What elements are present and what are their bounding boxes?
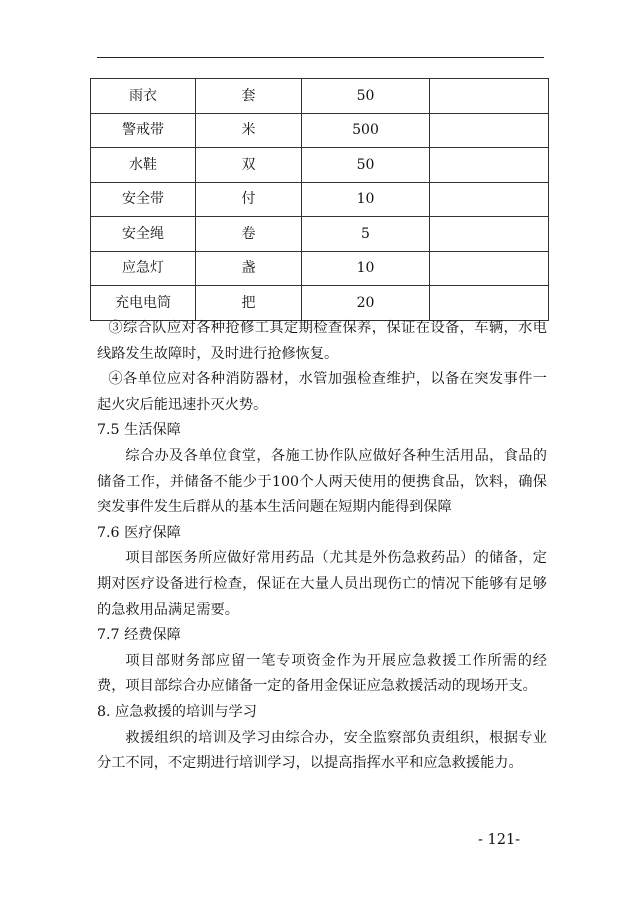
paragraph-7-7: 项目部财务部应留一笔专项资金作为开展应急救援工作所需的经费，项目部综合办应储备一定的备用金保证应急救援活动的现场开支。 [97, 652, 547, 695]
unit-cell: 付 [196, 182, 302, 217]
item-cell: 安全带 [91, 182, 196, 217]
unit-cell: 盏 [196, 251, 302, 286]
item-cell: 警戒带 [91, 113, 196, 148]
table-row [91, 79, 549, 114]
item-cell: 雨衣 [91, 79, 196, 114]
document-body [97, 316, 547, 777]
item-cell: 应急灯 [91, 251, 196, 286]
unit-cell: 卷 [196, 217, 302, 252]
table-row [91, 113, 549, 148]
section-heading-7-6: 7.6 医疗保障 [97, 524, 181, 541]
section-heading-8: 8. 应急救援的培训与学习 [97, 703, 257, 720]
unit-cell: 米 [196, 113, 302, 148]
paragraph-7-6: 项目部医务所应做好常用药品（尤其是外伤急救药品）的储备，定期对医疗设备进行检查，保证在大量人员出现伤亡的情况下能够有足够的急救用品满足需要。 [97, 550, 547, 618]
note-cell [430, 251, 549, 286]
qty-cell: 500 [302, 113, 430, 148]
table-row [91, 182, 549, 217]
table-row [91, 217, 549, 252]
qty-cell: 10 [302, 182, 430, 217]
qty-cell: 5 [302, 217, 430, 252]
table-row [91, 251, 549, 286]
note-cell [430, 148, 549, 183]
paragraph-8: 救援组织的培训及学习由综合办，安全监察部负责组织，根据专业分工不同，不定期进行培训学习，以提高指挥水平和应急救援能力。 [97, 729, 547, 772]
qty-cell: 20 [302, 286, 430, 321]
note-cell [430, 286, 549, 321]
equipment-table [90, 78, 549, 321]
header-rule [97, 57, 544, 58]
item-cell: 水鞋 [91, 148, 196, 183]
table-row [91, 148, 549, 183]
section-heading-7-5: 7.5 生活保障 [97, 422, 181, 439]
note-cell [430, 217, 549, 252]
unit-cell: 套 [196, 79, 302, 114]
note-cell [430, 79, 549, 114]
note-cell [430, 182, 549, 217]
paragraph-fire-equipment: ④各单位应对各种消防器材，水管加强检查维护，以备在突发事件一起火灾后能迅速扑灭火势。 [97, 371, 547, 413]
qty-cell: 10 [302, 251, 430, 286]
item-cell: 充电电筒 [91, 286, 196, 321]
note-cell [430, 113, 549, 148]
section-heading-7-7: 7.7 经费保障 [97, 627, 181, 644]
unit-cell: 双 [196, 148, 302, 183]
table-row [91, 286, 549, 321]
page-number: - 121- [478, 832, 521, 848]
qty-cell: 50 [302, 79, 430, 114]
qty-cell: 50 [302, 148, 430, 183]
item-cell: 安全绳 [91, 217, 196, 252]
unit-cell: 把 [196, 286, 302, 321]
paragraph-7-5: 综合办及各单位食堂，各施工协作队应做好各种生活用品，食品的储备工作，并储备不能少于100个人两天使用的便携食品，饮料，确保突发事件发生后群从的基本生活问题在短期内能得到保障 [97, 447, 547, 516]
paragraph-repair: ③综合队应对各种抢修工具定期检查保养，保证在设备，车辆，水电线路发生故障时，及时进行抢修恢复。 [97, 320, 547, 362]
